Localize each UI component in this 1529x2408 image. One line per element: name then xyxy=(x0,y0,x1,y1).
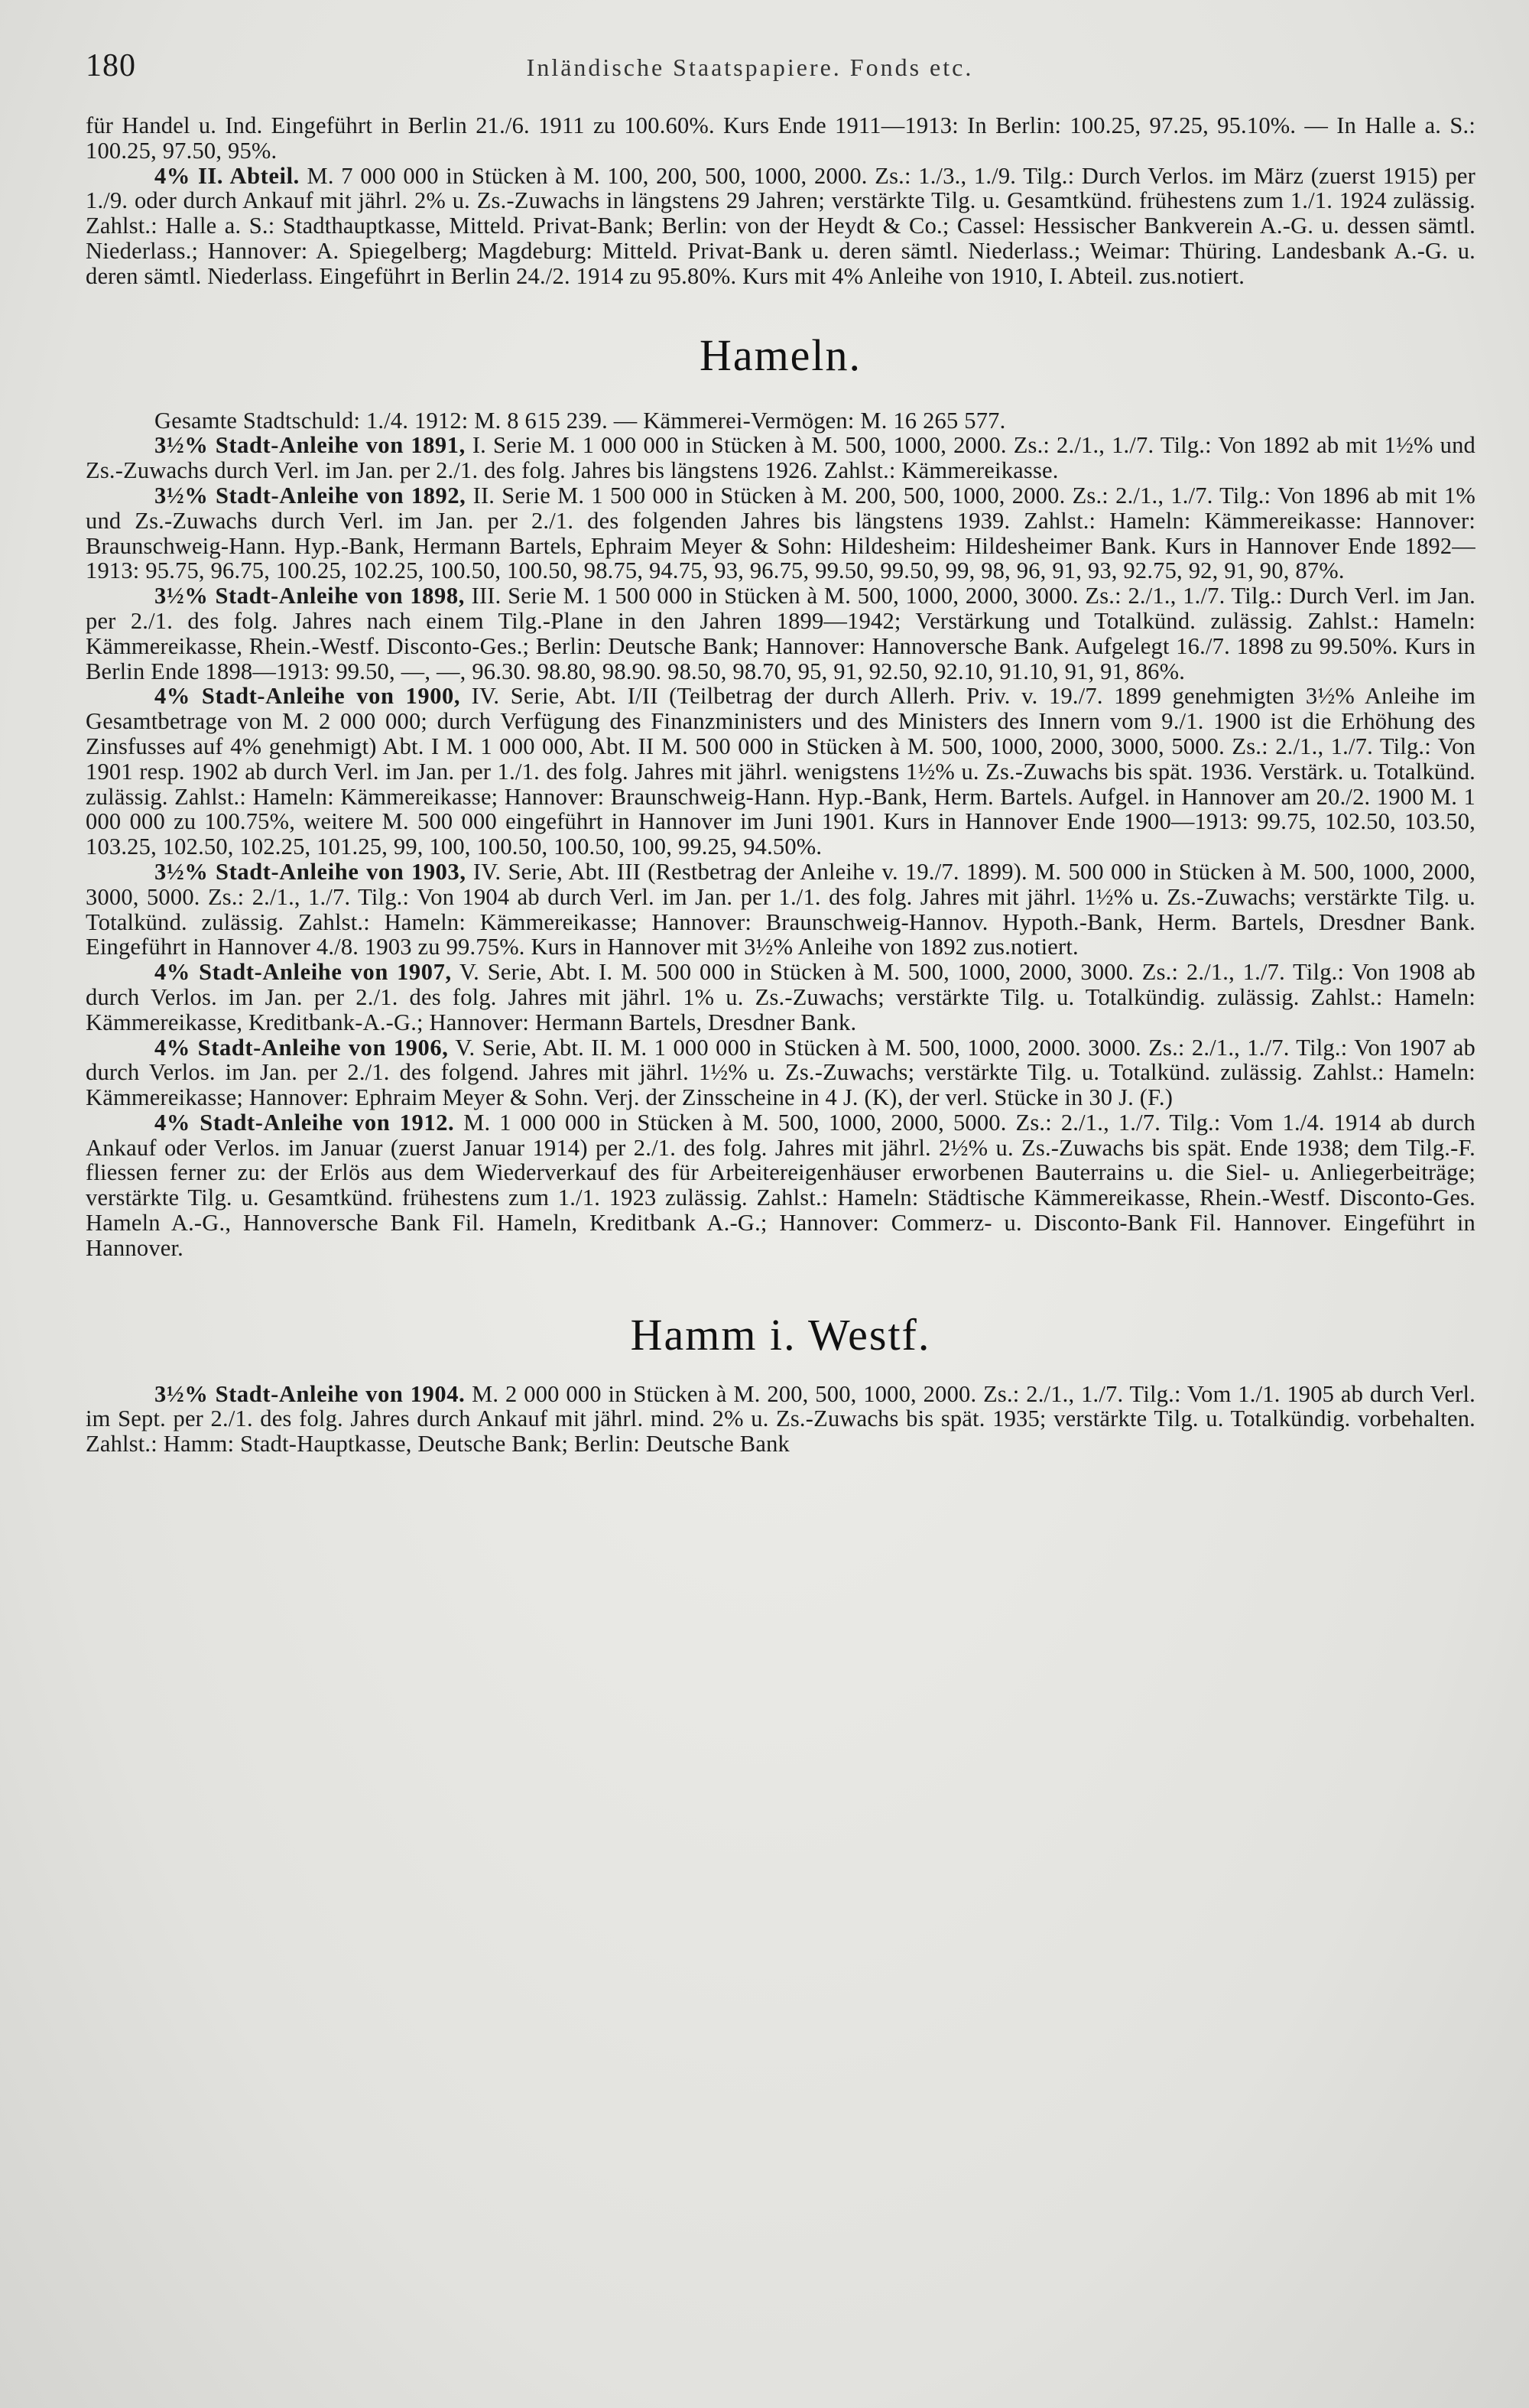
entry-lead: 3½% Stadt-Anleihe von 1898, xyxy=(154,583,465,609)
page-number: 180 xyxy=(86,48,136,83)
running-head xyxy=(86,47,1475,95)
entry-hamm-1904: 3½% Stadt-Anleihe von 1904. M. 2 000 000 in Stücken à M. 200, 500, 1000, 2000. Zs.: 2./1., 1./7. Tilg.: Vom 1./1. 1905 ab durch Verl. im Sept. per 2./1. des folg. Jahres durch Ankauf mit jährl. mind. 2% u. Zs.-Zuwachs bis spät. 1935; verstärkte Tilg. u. Totalkündig. vorbehalten. Zahlst.: Hamm: Stadt-Hauptkasse, Deutsche Bank; Berlin: Deutsche Bank xyxy=(86,1380,1475,1457)
entry-lead: 3½% Stadt-Anleihe von 1903, xyxy=(154,858,466,885)
entry-lead: 3½% Stadt-Anleihe von 1892, xyxy=(154,482,466,509)
running-title: Inländische Staatspapiere. Fonds etc. xyxy=(526,54,974,81)
entry-hameln-1898: 3½% Stadt-Anleihe von 1898, III. Serie M. 1 500 000 in Stücken à M. 500, 1000, 2000, 3000. Zs.: 2./1., 1./7. Tilg.: Durch Verl. im Jan. per 2./1. des folg. Jahres nach einem Tilg.-Plane in den Jahren 1899—1942; Verstärkung und Totalkünd. zulässig. Zahlst.: Hameln: Kämmereikasse, Rhein.-Westf. Disconto-Ges.; Berlin: Deutsche Bank; Hannover: Hannoversche Bank. Aufgelegt 16./7. 1898 zu 99.50%. Kurs in Berlin Ende 1898—1913: 99.50, —, —, 96.30. 98.80, 98.90. 98.50, 98.70, 95, 91, 92.50, 92.10, 91.10, 91, 91, 86%. xyxy=(86,583,1475,684)
entry-lead: 4% Stadt-Anleihe von 1907, xyxy=(154,959,452,986)
entry-lead: 3½% Stadt-Anleihe von 1891, xyxy=(154,432,466,459)
entry-halle-4pct-abteil-2: 4% II. Abteil. M. 7 000 000 in Stücken à M. 100, 200, 500, 1000, 2000. Zs.: 1./3., 1./9. Tilg.: Durch Verlos. im März (zuerst 1915) per 1./9. oder durch Ankauf mit jährl. 2% u. Zs.-Zuwachs in längstens 29 Jahren; verstärkte Tilg. u. Gesamtkünd. frühestens zum 1./1. 1924 zulässig. Zahlst.: Halle a. S.: Stadthauptkasse, Mitteld. Privat-Bank; Berlin: von der Heydt & Co.; Cassel: Hessischer Bankverein A.-G. u. dessen sämtl. Niederlass.; Hannover: A. Spiegelberg; Magdeburg: Mitteld. Privat-Bank u. deren sämtl. Niederlass.; Weimar: Thüring. Landesbank A.-G. u. deren sämtl. Niederlass. Eingeführt in Berlin 24./2. 1914 zu 95.80%. Kurs mit 4% Anleihe von 1910, I. Abteil. zus.notiert. xyxy=(86,162,1475,289)
entry-hameln-1891: 3½% Stadt-Anleihe von 1891, I. Serie M. 1 000 000 in Stücken à M. 500, 1000, 2000. Zs.: 2./1., 1./7. Tilg.: Von 1892 ab mit 1½% und Zs.-Zuwachs durch Verl. im Jan. per 2./1. des folg. Jahres bis längstens 1926. Zahlst.: Kämmereikasse. xyxy=(86,432,1475,484)
entry-hameln-1906: 4% Stadt-Anleihe von 1906, V. Serie, Abt. II. M. 1 000 000 in Stücken à M. 500, 1000, 2000. 3000. Zs.: 2./1., 1./7. Tilg.: Von 1907 ab durch Verlos. im Jan. per 2./1. des folgend. Jahres mit jährl. 1½% u. Zs.-Zuwachs; verstärkte Tilg. u. Totalkünd. zulässig. Zahlst.: Hameln: Kämmereikasse; Hannover: Ephraim Meyer & Sohn. Verj. der Zinsscheine in 4 J. (K), der verl. Stücke in 30 J. (F.) xyxy=(86,1034,1475,1111)
entry-lead: 4% Stadt-Anleihe von 1900, xyxy=(154,683,461,710)
entry-hameln-1900: 4% Stadt-Anleihe von 1900, IV. Serie, Abt. I/II (Teilbetrag der durch Allerh. Priv. v. 19./7. 1899 genehmigten 3½% Anleihe im Gesamtbetrage von M. 2 000 000; durch Verfügung des Finanzministers und des Ministers des Innern vom 9./1. 1900 ist die Erhöhung des Zinsfusses auf 4% genehmigt) Abt. I M. 1 000 000, Abt. II M. 500 000 in Stücken à M. 500, 1000, 2000, 3000, 5000. Zs.: 2./1., 1./7. Tilg.: Von 1901 resp. 1902 ab durch Verl. im Jan. per 1./1. des folg. Jahres mit jährl. wenigstens 1½% u. Zs.-Zuwachs bis spät. 1936. Verstärk. u. Totalkünd. zulässig. Zahlst.: Hameln: Kämmereikasse; Hannover: Braunschweig-Hann. Hyp.-Bank, Herm. Bartels. Aufgel. in Hannover am 20./2. 1900 M. 1 000 000 zu 100.75%, weitere M. 500 000 eingeführt in Hannover im Juni 1901. Kurs in Hannover Ende 1900—1913: 99.75, 102.50, 103.50, 103.25, 102.50, 102.25, 101.25, 99, 100, 100.50, 100.50, 100, 99.25, 94.50%. xyxy=(86,683,1475,860)
section-heading-hamm: Hamm i. Westf. xyxy=(630,1309,931,1360)
entry-hameln-1892: 3½% Stadt-Anleihe von 1892, II. Serie M. 1 500 000 in Stücken à M. 200, 500, 1000, 2000. Zs.: 2./1., 1./7. Tilg.: Von 1896 ab mit 1% und Zs.-Zuwachs durch Verl. im Jan. per 2./1. des folgenden Jahres bis längstens 1939. Zahlst.: Hameln: Kämmereikasse: Hannover: Braunschweig-Hann. Hyp.-Bank, Hermann Bartels, Ephraim Meyer & Sohn: Hildesheim: Hildesheimer Bank. Kurs in Hannover Ende 1892—1913: 95.75, 96.75, 100.25, 102.25, 100.50, 100.50, 98.75, 94.75, 93, 96.75, 99.50, 99.50, 99, 98, 96, 91, 93, 92.75, 92, 91, 90, 87%. xyxy=(86,482,1475,584)
entry-lead: 3½% Stadt-Anleihe von 1904. xyxy=(154,1380,466,1407)
entry-lead: 4% Stadt-Anleihe von 1912. xyxy=(154,1109,455,1136)
entry-hameln-1903: 3½% Stadt-Anleihe von 1903, IV. Serie, Abt. III (Restbetrag der Anleihe v. 19./7. 1899). M. 500 000 in Stücken à M. 500, 1000, 2000, 3000, 5000. Zs.: 2./1., 1./7. Tilg.: Von 1904 ab durch Verl. im Jan. per 1./1. des folg. Jahres mit jährl. 1½% u. Zs.-Zuwachs; verstärkte Tilg. u. Totalkünd. zulässig. Zahlst.: Hameln: Kämmereikasse; Hannover: Braunschweig-Hannov. Hypoth.-Bank, Herm. Bartels, Dresdner Bank. Eingeführt in Hannover 4./8. 1903 zu 99.75%. Kurs in Hannover mit 3½% Anleihe von 1892 zus.notiert. xyxy=(86,858,1475,960)
section-heading-hameln: Hameln. xyxy=(699,330,862,380)
entry-lead: 4% II. Abteil. xyxy=(154,162,300,189)
entry-hameln-1912: 4% Stadt-Anleihe von 1912. M. 1 000 000 in Stücken à M. 500, 1000, 2000, 5000. Zs.: 2./1., 1./7. Tilg.: Vom 1./4. 1914 ab durch Ankauf oder Verlos. im Januar (zuerst Januar 1914) per 2./1. des folg. Jahres mit jährl. 2½% u. Zs.-Zuwachs bis spät. Ende 1938; dem Tilg.-F. fliessen ferner zu: der Erlös aus dem Wiederverkauf des für Arbeitereigenhäuser erworbenen Bauterrains u. die Siel- u. Anliegerbeiträge; verstärkte Tilg. u. Gesamtkünd. frühestens zum 1./1. 1923 zulässig. Zahlst.: Hameln: Städtische Kämmereikasse, Rhein.-Westf. Disconto-Ges. Hameln A.-G., Hannoversche Bank Fil. Hameln, Kreditbank A.-G.; Hannover: Commerz- u. Disconto-Bank Fil. Hannover. Eingeführt in Hannover. xyxy=(86,1109,1475,1261)
entry-hameln-stadtschuld: Gesamte Stadtschuld: 1./4. 1912: M. 8 615 239. — Kämmerei-Vermögen: M. 16 265 577. xyxy=(154,407,1006,434)
entry-continuation: für Handel u. Ind. Eingeführt in Berlin 21./6. 1911 zu 100.60%. Kurs Ende 1911—1913: In Berlin: 100.25, 97.25, 95.10%. — In Halle a. S.: 100.25, 97.50, 95%. xyxy=(86,112,1475,164)
entry-lead: 4% Stadt-Anleihe von 1906, xyxy=(154,1034,449,1061)
entry-hameln-1907: 4% Stadt-Anleihe von 1907, V. Serie, Abt. I. M. 500 000 in Stücken à M. 500, 1000, 2000, 3000. Zs.: 2./1., 1./7. Tilg.: Von 1908 ab durch Verlos. im Jan. per 2./1. des folg. Jahres mit jährl. 1% u. Zs.-Zuwachs; verstärkte Tilg. u. Totalkündig. zulässig. Zahlst.: Hameln: Kämmereikasse, Kreditbank-A.-G.; Hannover: Hermann Bartels, Dresdner Bank. xyxy=(86,959,1475,1035)
